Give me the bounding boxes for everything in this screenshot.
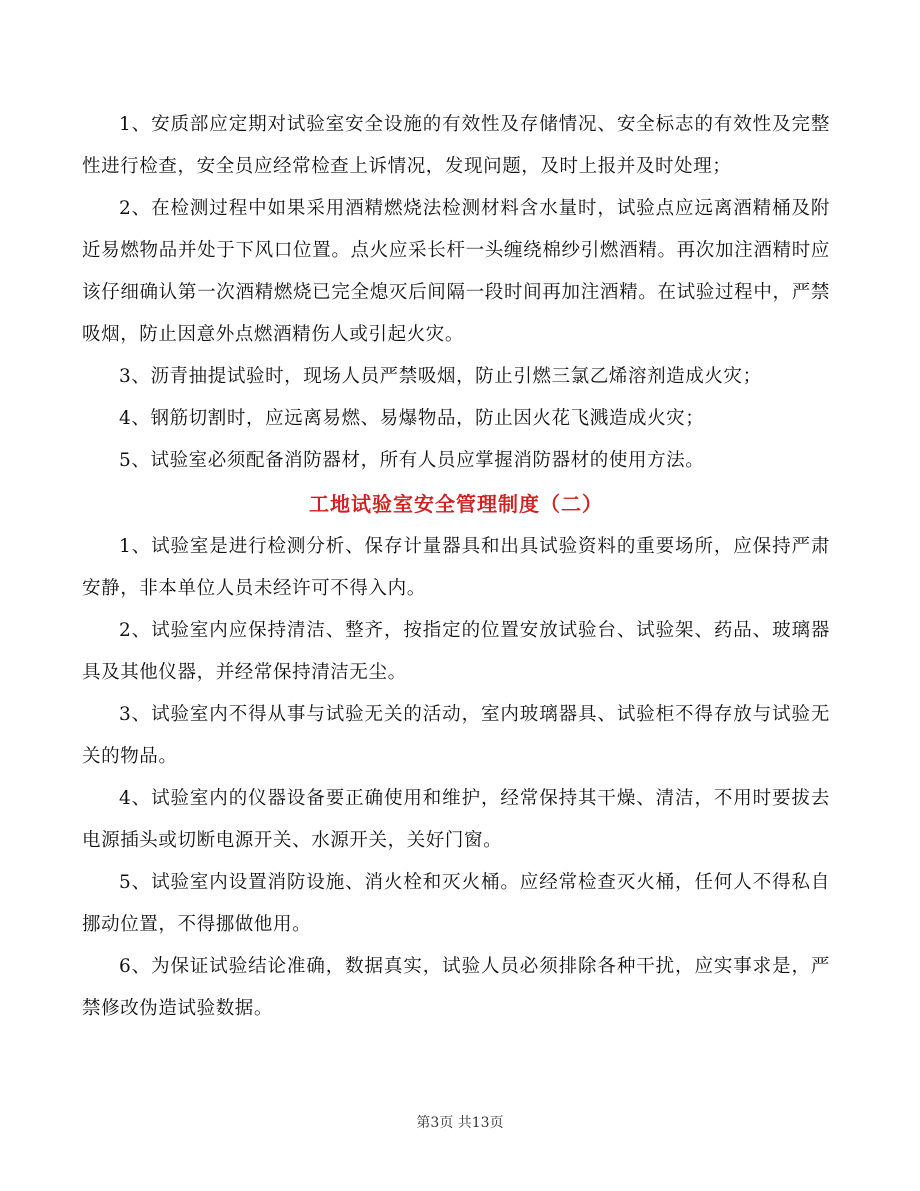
paragraph-4: 4、钢筋切割时，应远离易燃、易爆物品，防止因火花飞溅造成火灾； <box>119 408 705 429</box>
rule-5: 5、试验室内设置消防设施、消火栓和灭火桶。应经常检查灭火桶，任何人不得私自挪动位置，不得挪做他用。 <box>82 872 830 935</box>
paragraph-5: 5、试验室必须配备消防器材，所有人员应掌握消防器材的使用方法。 <box>119 450 705 471</box>
page-number: 第3页 共13页 <box>416 1115 504 1131</box>
rule-4: 4、试验室内的仪器设备要正确使用和维护，经常保持其干燥、清洁，不用时要拔去电源插头或切断电源开关、水源开关，关好门窗。 <box>82 788 830 851</box>
section-title: 工地试验室安全管理制度（二） <box>309 492 603 516</box>
rule-2: 2、试验室内应保持清洁、整齐，按指定的位置安放试验台、试验架、药品、玻璃器具及其他仪器，并经常保持清洁无尘。 <box>82 620 830 683</box>
paragraph-2: 2、在检测过程中如果采用酒精燃烧法检测材料含水量时，试验点应远离酒精桶及附近易燃物品并处于下风口位置。点火应采长杆一头缠绕棉纱引燃酒精。再次加注酒精时应该仔细确认第一次酒精燃烧已完全熄灭后间隔一段时间再加注酒精。在试验过程中，严禁吸烟，防止因意外点燃酒精伤人或引起火灾。 <box>82 198 830 345</box>
document-body <box>82 104 830 1030</box>
rule-6: 6、为保证试验结论准确，数据真实，试验人员必须排除各种干扰，应实事求是，严禁修改伪造试验数据。 <box>82 956 830 1019</box>
rule-3: 3、试验室内不得从事与试验无关的活动，室内玻璃器具、试验柜不得存放与试验无关的物品。 <box>82 704 830 767</box>
paragraph-1: 1、安质部应定期对试验室安全设施的有效性及存储情况、安全标志的有效性及完整性进行检查，安全员应经常检查上诉情况，发现问题，及时上报并及时处理； <box>82 114 830 177</box>
paragraph-3: 3、沥青抽提试验时，现场人员严禁吸烟，防止引燃三氯乙烯溶剂造成火灾； <box>119 366 762 387</box>
rule-1: 1、试验室是进行检测分析、保存计量器具和出具试验资料的重要场所，应保持严肃安静，非本单位人员未经许可不得入内。 <box>82 536 830 599</box>
